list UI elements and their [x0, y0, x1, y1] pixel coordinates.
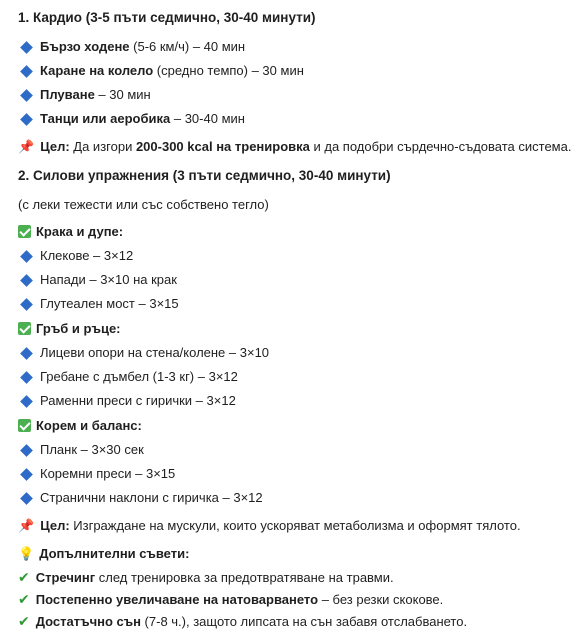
blue-diamond-icon: [20, 250, 33, 263]
blue-diamond-icon: [20, 395, 33, 408]
cardio-heading: 1. Кардио (3-5 пъти седмично, 30-40 минути): [18, 10, 316, 25]
cardio-goal: 📌 Цел: Да изгори 200-300 kcal на тренировка и да подобри сърдечно-съдовата система.: [18, 139, 572, 154]
check-box-icon: [18, 225, 31, 238]
blue-diamond-icon: [20, 371, 33, 384]
tip-item: ✔ Постепенно увеличаване на натоварването – без резки скокове.: [18, 591, 444, 607]
group-title: Гръб и ръце:: [18, 320, 121, 338]
list-item: Странични наклони с гиричка – 3×12: [20, 489, 263, 507]
pushpin-icon: 📌: [18, 518, 35, 533]
tip-item: ✔ Достатъчно сън (7-8 ч.), защото липсата на сън забавя отслабването.: [18, 613, 468, 629]
list-item: Бързо ходене (5-6 км/ч) – 40 мин: [20, 38, 245, 56]
pushpin-icon: 📌: [18, 139, 35, 154]
blue-diamond-icon: [20, 274, 33, 287]
blue-diamond-icon: [20, 65, 33, 78]
list-item: Плуване – 30 мин: [20, 86, 151, 104]
blue-diamond-icon: [20, 492, 33, 505]
tip-item: ✔ Стречинг след тренировка за предотвратяване на травми.: [18, 569, 394, 585]
blue-diamond-icon: [20, 444, 33, 457]
list-item: Клекове – 3×12: [20, 247, 133, 265]
strength-note: (с леки тежести или със собствено тегло): [18, 197, 269, 212]
blue-diamond-icon: [20, 347, 33, 360]
list-item: Танци или аеробика – 30-40 мин: [20, 110, 245, 128]
strength-heading: 2. Силови упражнения (3 пъти седмично, 30-40 минути): [18, 168, 391, 183]
list-item: Раменни преси с гирички – 3×12: [20, 392, 236, 410]
list-item: Лицеви опори на стена/колене – 3×10: [20, 344, 269, 362]
list-item: Гребане с дъмбел (1-3 кг) – 3×12: [20, 368, 238, 386]
check-mark-icon: ✔: [18, 569, 30, 585]
blue-diamond-icon: [20, 89, 33, 102]
list-item: Каране на колело (средно темпо) – 30 мин: [20, 62, 304, 80]
blue-diamond-icon: [20, 113, 33, 126]
tips-heading: 💡 Допълнителни съвети:: [18, 546, 190, 561]
check-mark-icon: ✔: [18, 591, 30, 607]
list-item: Планк – 3×30 сек: [20, 441, 144, 459]
check-mark-icon: ✔: [18, 613, 30, 629]
blue-diamond-icon: [20, 298, 33, 311]
check-box-icon: [18, 419, 31, 432]
list-item: Напади – 3×10 на крак: [20, 271, 177, 289]
list-item: Коремни преси – 3×15: [20, 465, 175, 483]
blue-diamond-icon: [20, 468, 33, 481]
list-item: Глутеален мост – 3×15: [20, 295, 179, 313]
blue-diamond-icon: [20, 41, 33, 54]
group-title: Крака и дупе:: [18, 223, 123, 241]
strength-goal: 📌 Цел: Изграждане на мускули, които ускоряват метаболизма и оформят тялото.: [18, 518, 521, 533]
check-box-icon: [18, 322, 31, 335]
group-title: Корем и баланс:: [18, 417, 142, 435]
light-bulb-icon: 💡: [18, 546, 35, 561]
